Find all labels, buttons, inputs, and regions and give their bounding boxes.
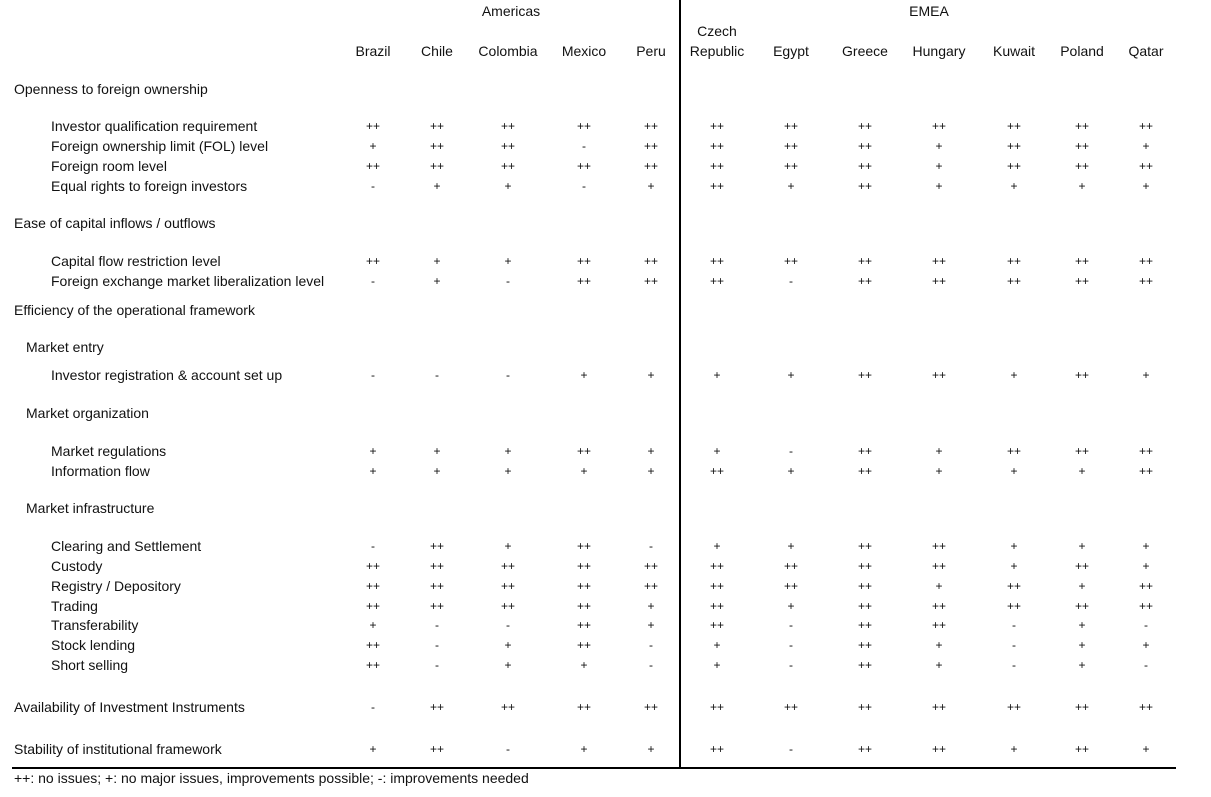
table-bottom-rule: [12, 767, 1176, 769]
rating-cell: +: [647, 618, 655, 632]
rating-cell: +: [433, 254, 441, 268]
rating-cell: ++: [857, 539, 873, 553]
rating-cell: ++: [429, 139, 445, 153]
rating-cell: +: [369, 139, 377, 153]
rating-cell: -: [506, 368, 510, 382]
rating-cell: ++: [365, 159, 381, 173]
rating-cell: ++: [643, 159, 659, 173]
rating-cell: -: [435, 658, 439, 672]
rating-cell: +: [580, 742, 588, 756]
rating-cell: -: [371, 539, 375, 553]
rating-cell: +: [1078, 658, 1086, 672]
rating-cell: ++: [709, 700, 725, 714]
criterion-label: Investor qualification requirement: [51, 118, 258, 134]
rating-cell: ++: [857, 618, 873, 632]
rating-cell: +: [433, 464, 441, 478]
country-header: Republic: [689, 43, 745, 59]
rating-cell: +: [647, 464, 655, 478]
rating-cell: +: [504, 179, 512, 193]
rating-cell: ++: [500, 159, 516, 173]
rating-cell: ++: [365, 658, 381, 672]
rating-cell: +: [369, 464, 377, 478]
rating-cell: +: [713, 638, 721, 652]
rating-cell: +: [1078, 179, 1086, 193]
rating-cell: +: [935, 159, 943, 173]
rating-cell: ++: [857, 368, 873, 382]
rating-cell: +: [1010, 464, 1018, 478]
rating-cell: +: [787, 539, 795, 553]
rating-cell: -: [789, 618, 793, 632]
rating-cell: -: [506, 274, 510, 288]
rating-cell: +: [1010, 179, 1018, 193]
rating-cell: +: [1142, 368, 1150, 382]
rating-cell: +: [935, 444, 943, 458]
rating-cell: ++: [1006, 119, 1022, 133]
rating-cell: ++: [1074, 444, 1090, 458]
rating-cell: ++: [576, 159, 592, 173]
rating-cell: ++: [643, 139, 659, 153]
criterion-label: Registry / Depository: [51, 578, 181, 594]
rating-cell: ++: [576, 539, 592, 553]
region-header: Americas: [481, 3, 541, 19]
rating-cell: ++: [1074, 599, 1090, 613]
criterion-label: Market regulations: [51, 443, 167, 459]
rating-cell: ++: [365, 119, 381, 133]
rating-cell: ++: [709, 559, 725, 573]
rating-cell: +: [935, 579, 943, 593]
criterion-label: Trading: [51, 598, 98, 614]
rating-cell: +: [580, 464, 588, 478]
rating-cell: ++: [857, 658, 873, 672]
rating-cell: +: [1010, 559, 1018, 573]
rating-cell: +: [787, 179, 795, 193]
rating-cell: +: [1010, 742, 1018, 756]
rating-cell: +: [713, 444, 721, 458]
rating-cell: ++: [576, 618, 592, 632]
rating-cell: +: [504, 658, 512, 672]
rating-cell: +: [433, 444, 441, 458]
rating-cell: ++: [500, 119, 516, 133]
rating-cell: -: [1012, 638, 1016, 652]
rating-cell: ++: [576, 638, 592, 652]
criterion-label: Custody: [51, 558, 103, 574]
rating-cell: ++: [1006, 159, 1022, 173]
rating-cell: ++: [429, 742, 445, 756]
rating-cell: -: [1012, 658, 1016, 672]
section-label: Stability of institutional framework: [14, 741, 222, 757]
rating-cell: ++: [783, 559, 799, 573]
rating-cell: ++: [931, 254, 947, 268]
rating-cell: -: [435, 368, 439, 382]
rating-cell: -: [1012, 618, 1016, 632]
rating-cell: -: [649, 658, 653, 672]
rating-cell: +: [935, 464, 943, 478]
rating-cell: +: [504, 444, 512, 458]
rating-cell: +: [1142, 638, 1150, 652]
rating-cell: -: [371, 179, 375, 193]
rating-cell: ++: [429, 539, 445, 553]
subsection-label: Market entry: [26, 339, 104, 355]
rating-cell: +: [504, 464, 512, 478]
rating-cell: ++: [643, 274, 659, 288]
rating-cell: +: [1142, 559, 1150, 573]
rating-cell: ++: [500, 579, 516, 593]
rating-cell: -: [789, 658, 793, 672]
rating-cell: ++: [365, 579, 381, 593]
rating-cell: ++: [643, 119, 659, 133]
rating-cell: ++: [857, 139, 873, 153]
rating-cell: -: [371, 700, 375, 714]
rating-cell: ++: [709, 464, 725, 478]
rating-cell: ++: [1138, 599, 1154, 613]
section-label: Availability of Investment Instruments: [14, 699, 245, 715]
rating-cell: -: [371, 274, 375, 288]
country-header: Hungary: [912, 43, 966, 59]
rating-cell: ++: [1006, 579, 1022, 593]
rating-cell: +: [369, 444, 377, 458]
rating-cell: +: [369, 742, 377, 756]
rating-cell: ++: [1138, 700, 1154, 714]
rating-cell: +: [1078, 539, 1086, 553]
rating-cell: ++: [1006, 700, 1022, 714]
rating-cell: ++: [857, 638, 873, 652]
section-label: Efficiency of the operational framework: [14, 302, 255, 318]
rating-cell: ++: [783, 254, 799, 268]
rating-cell: ++: [643, 579, 659, 593]
rating-cell: ++: [709, 599, 725, 613]
criterion-label: Foreign room level: [51, 158, 167, 174]
criterion-label: Capital flow restriction level: [51, 253, 221, 269]
rating-cell: +: [1078, 464, 1086, 478]
rating-cell: +: [580, 658, 588, 672]
country-header: Brazil: [355, 43, 391, 59]
rating-cell: -: [789, 638, 793, 652]
rating-cell: ++: [857, 179, 873, 193]
country-header: Greece: [842, 43, 888, 59]
criterion-label: Investor registration & account set up: [51, 367, 283, 383]
rating-cell: +: [433, 274, 441, 288]
rating-cell: ++: [1006, 599, 1022, 613]
rating-cell: ++: [931, 368, 947, 382]
region-header: EMEA: [909, 3, 949, 19]
rating-cell: -: [582, 179, 586, 193]
rating-cell: ++: [709, 159, 725, 173]
rating-cell: +: [935, 179, 943, 193]
criterion-label: Foreign exchange market liberalization level: [51, 273, 325, 289]
rating-cell: ++: [931, 618, 947, 632]
rating-cell: +: [713, 658, 721, 672]
criterion-label: Short selling: [51, 657, 129, 673]
rating-cell: +: [647, 599, 655, 613]
rating-cell: ++: [1138, 274, 1154, 288]
rating-cell: ++: [709, 119, 725, 133]
rating-cell: -: [649, 638, 653, 652]
rating-cell: ++: [709, 179, 725, 193]
rating-cell: ++: [857, 579, 873, 593]
rating-cell: ++: [1074, 700, 1090, 714]
criterion-label: Stock lending: [51, 637, 136, 653]
rating-cell: ++: [500, 139, 516, 153]
rating-cell: ++: [783, 700, 799, 714]
rating-cell: +: [713, 368, 721, 382]
rating-cell: -: [371, 368, 375, 382]
region-divider: [679, 0, 681, 768]
rating-cell: ++: [931, 742, 947, 756]
rating-cell: ++: [576, 700, 592, 714]
rating-cell: -: [506, 618, 510, 632]
rating-cell: ++: [931, 119, 947, 133]
subsection-label: Market organization: [26, 405, 149, 421]
rating-cell: +: [935, 139, 943, 153]
rating-cell: +: [787, 464, 795, 478]
rating-cell: ++: [783, 119, 799, 133]
rating-cell: +: [1142, 742, 1150, 756]
rating-cell: -: [789, 274, 793, 288]
rating-cell: -: [1144, 618, 1148, 632]
rating-cell: +: [369, 618, 377, 632]
section-label: Ease of capital inflows / outflows: [14, 215, 216, 231]
rating-cell: +: [1142, 539, 1150, 553]
country-header: Qatar: [1128, 43, 1164, 59]
rating-cell: ++: [643, 700, 659, 714]
country-header: Colombia: [478, 43, 538, 59]
rating-cell: ++: [1138, 254, 1154, 268]
rating-cell: ++: [1006, 274, 1022, 288]
section-label: Openness to foreign ownership: [14, 81, 208, 97]
rating-cell: ++: [643, 559, 659, 573]
rating-cell: ++: [1074, 159, 1090, 173]
rating-cell: ++: [576, 599, 592, 613]
rating-cell: ++: [783, 159, 799, 173]
rating-cell: ++: [1138, 159, 1154, 173]
rating-cell: ++: [857, 159, 873, 173]
rating-cell: +: [1142, 139, 1150, 153]
rating-cell: ++: [931, 274, 947, 288]
rating-cell: ++: [500, 559, 516, 573]
rating-cell: +: [647, 742, 655, 756]
rating-cell: +: [713, 539, 721, 553]
rating-cell: ++: [1006, 444, 1022, 458]
rating-cell: ++: [1074, 559, 1090, 573]
rating-cell: ++: [709, 579, 725, 593]
country-header: Chile: [421, 43, 453, 59]
rating-cell: ++: [1138, 579, 1154, 593]
rating-cell: +: [787, 599, 795, 613]
rating-cell: ++: [857, 700, 873, 714]
rating-cell: ++: [1074, 368, 1090, 382]
rating-cell: ++: [576, 579, 592, 593]
rating-cell: ++: [1074, 274, 1090, 288]
legend-note: ++: no issues; +: no major issues, improvements possible; -: improvements needed: [14, 770, 529, 786]
rating-cell: ++: [857, 119, 873, 133]
rating-cell: ++: [1074, 254, 1090, 268]
rating-cell: -: [789, 742, 793, 756]
country-header: Egypt: [773, 43, 809, 59]
rating-cell: ++: [429, 119, 445, 133]
rating-cell: ++: [1006, 139, 1022, 153]
country-header: Peru: [636, 43, 666, 59]
country-header: Czech: [697, 23, 737, 39]
rating-cell: +: [935, 658, 943, 672]
criterion-label: Equal rights to foreign investors: [51, 178, 248, 194]
rating-cell: +: [504, 638, 512, 652]
rating-cell: +: [647, 368, 655, 382]
rating-cell: ++: [429, 700, 445, 714]
rating-cell: ++: [429, 559, 445, 573]
country-header: Mexico: [561, 43, 607, 59]
rating-cell: ++: [365, 638, 381, 652]
rating-cell: ++: [709, 618, 725, 632]
rating-cell: ++: [576, 254, 592, 268]
rating-cell: -: [1144, 658, 1148, 672]
rating-cell: ++: [429, 599, 445, 613]
rating-cell: ++: [857, 464, 873, 478]
rating-cell: ++: [576, 444, 592, 458]
rating-cell: -: [582, 139, 586, 153]
rating-cell: ++: [709, 254, 725, 268]
rating-cell: ++: [576, 274, 592, 288]
rating-cell: -: [435, 638, 439, 652]
rating-cell: ++: [500, 599, 516, 613]
rating-cell: -: [506, 742, 510, 756]
rating-cell: ++: [1138, 464, 1154, 478]
rating-cell: ++: [857, 559, 873, 573]
rating-cell: ++: [783, 579, 799, 593]
rating-cell: ++: [709, 274, 725, 288]
rating-cell: +: [647, 444, 655, 458]
criterion-label: Foreign ownership limit (FOL) level: [51, 138, 269, 154]
rating-cell: ++: [429, 579, 445, 593]
rating-cell: ++: [429, 159, 445, 173]
rating-cell: +: [1078, 618, 1086, 632]
rating-cell: ++: [576, 559, 592, 573]
rating-cell: ++: [857, 444, 873, 458]
rating-cell: ++: [643, 254, 659, 268]
rating-cell: -: [435, 618, 439, 632]
rating-cell: ++: [709, 139, 725, 153]
rating-cell: ++: [931, 700, 947, 714]
rating-cell: +: [433, 179, 441, 193]
rating-cell: ++: [709, 742, 725, 756]
rating-cell: ++: [365, 599, 381, 613]
rating-cell: ++: [1006, 254, 1022, 268]
rating-cell: ++: [1074, 119, 1090, 133]
rating-cell: ++: [857, 599, 873, 613]
rating-cell: +: [935, 638, 943, 652]
rating-cell: ++: [931, 559, 947, 573]
criterion-label: Transferability: [51, 617, 139, 633]
rating-cell: ++: [857, 254, 873, 268]
criterion-label: Clearing and Settlement: [51, 538, 202, 554]
rating-cell: ++: [500, 700, 516, 714]
rating-cell: +: [504, 539, 512, 553]
rating-cell: ++: [783, 139, 799, 153]
rating-cell: ++: [931, 599, 947, 613]
rating-cell: ++: [1074, 742, 1090, 756]
country-header: Kuwait: [992, 43, 1036, 59]
rating-cell: +: [1078, 579, 1086, 593]
rating-cell: ++: [1074, 139, 1090, 153]
rating-cell: ++: [1138, 119, 1154, 133]
country-header: Poland: [1060, 43, 1104, 59]
criterion-label: Information flow: [51, 463, 150, 479]
rating-cell: +: [1142, 179, 1150, 193]
rating-cell: ++: [1138, 444, 1154, 458]
rating-cell: +: [504, 254, 512, 268]
rating-cell: +: [1010, 368, 1018, 382]
rating-cell: ++: [365, 254, 381, 268]
rating-cell: ++: [931, 539, 947, 553]
rating-cell: +: [580, 368, 588, 382]
rating-cell: +: [647, 179, 655, 193]
rating-cell: +: [1078, 638, 1086, 652]
rating-cell: +: [1010, 539, 1018, 553]
rating-cell: ++: [857, 274, 873, 288]
rating-cell: +: [787, 368, 795, 382]
rating-cell: ++: [365, 559, 381, 573]
rating-cell: -: [789, 444, 793, 458]
rating-cell: ++: [576, 119, 592, 133]
rating-cell: ++: [857, 742, 873, 756]
subsection-label: Market infrastructure: [26, 500, 155, 516]
rating-cell: -: [649, 539, 653, 553]
